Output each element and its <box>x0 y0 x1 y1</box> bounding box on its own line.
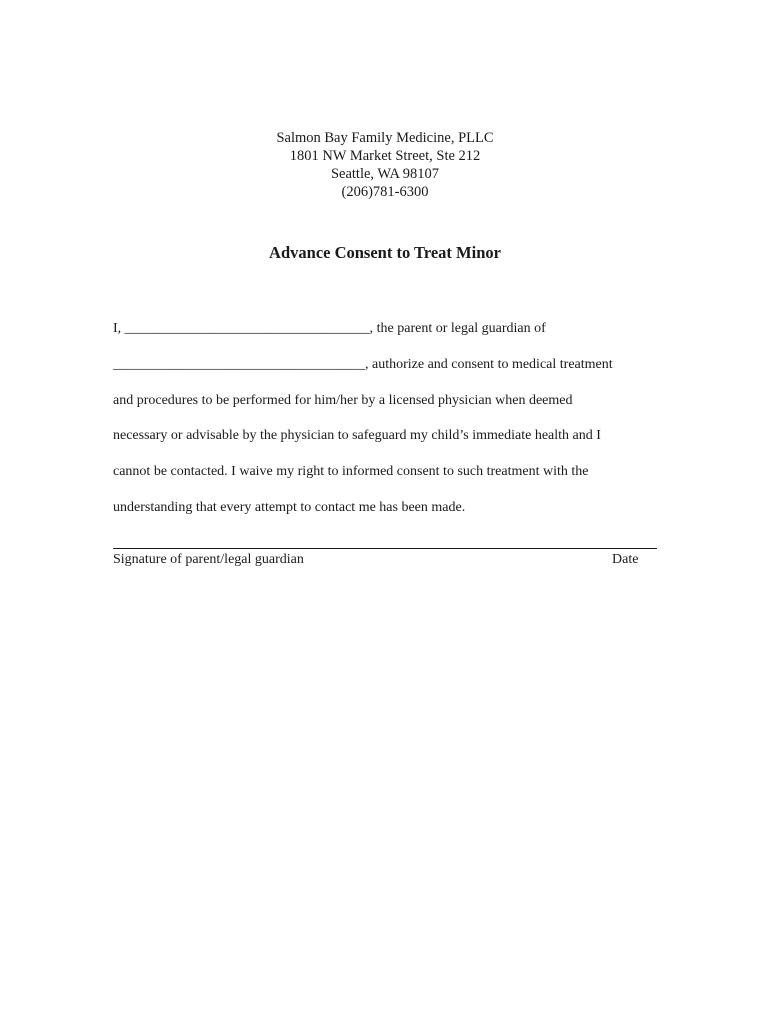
letterhead <box>0 129 770 201</box>
consent-line: and procedures to be performed for him/her by a licensed physician when deemed <box>113 392 573 408</box>
signature-label: Signature of parent/legal guardian <box>113 552 304 567</box>
phone-number: (206)781-6300 <box>341 184 429 200</box>
consent-line: cannot be contacted. I waive my right to informed consent to such treatment with the <box>113 464 589 480</box>
consent-line-guardian-name: I, ___________________________________, the parent or legal guardian of <box>113 321 546 336</box>
consent-line: necessary or advisable by the physician to safeguard my child’s immediate health and I <box>113 428 601 444</box>
signature-line <box>113 548 657 549</box>
city-state-zip: Seattle, WA 98107 <box>330 166 440 182</box>
consent-line: understanding that every attempt to contact me has been made. <box>113 499 466 515</box>
date-label: Date <box>612 552 639 567</box>
practice-name: Salmon Bay Family Medicine, PLLC <box>276 130 494 146</box>
consent-line-minor-name: ____________________________________, authorize and consent to medical treatment <box>113 356 613 372</box>
consent-body <box>113 319 673 534</box>
document-title: Advance Consent to Treat Minor <box>269 243 501 262</box>
street-address: 1801 NW Market Street, Ste 212 <box>289 148 481 164</box>
